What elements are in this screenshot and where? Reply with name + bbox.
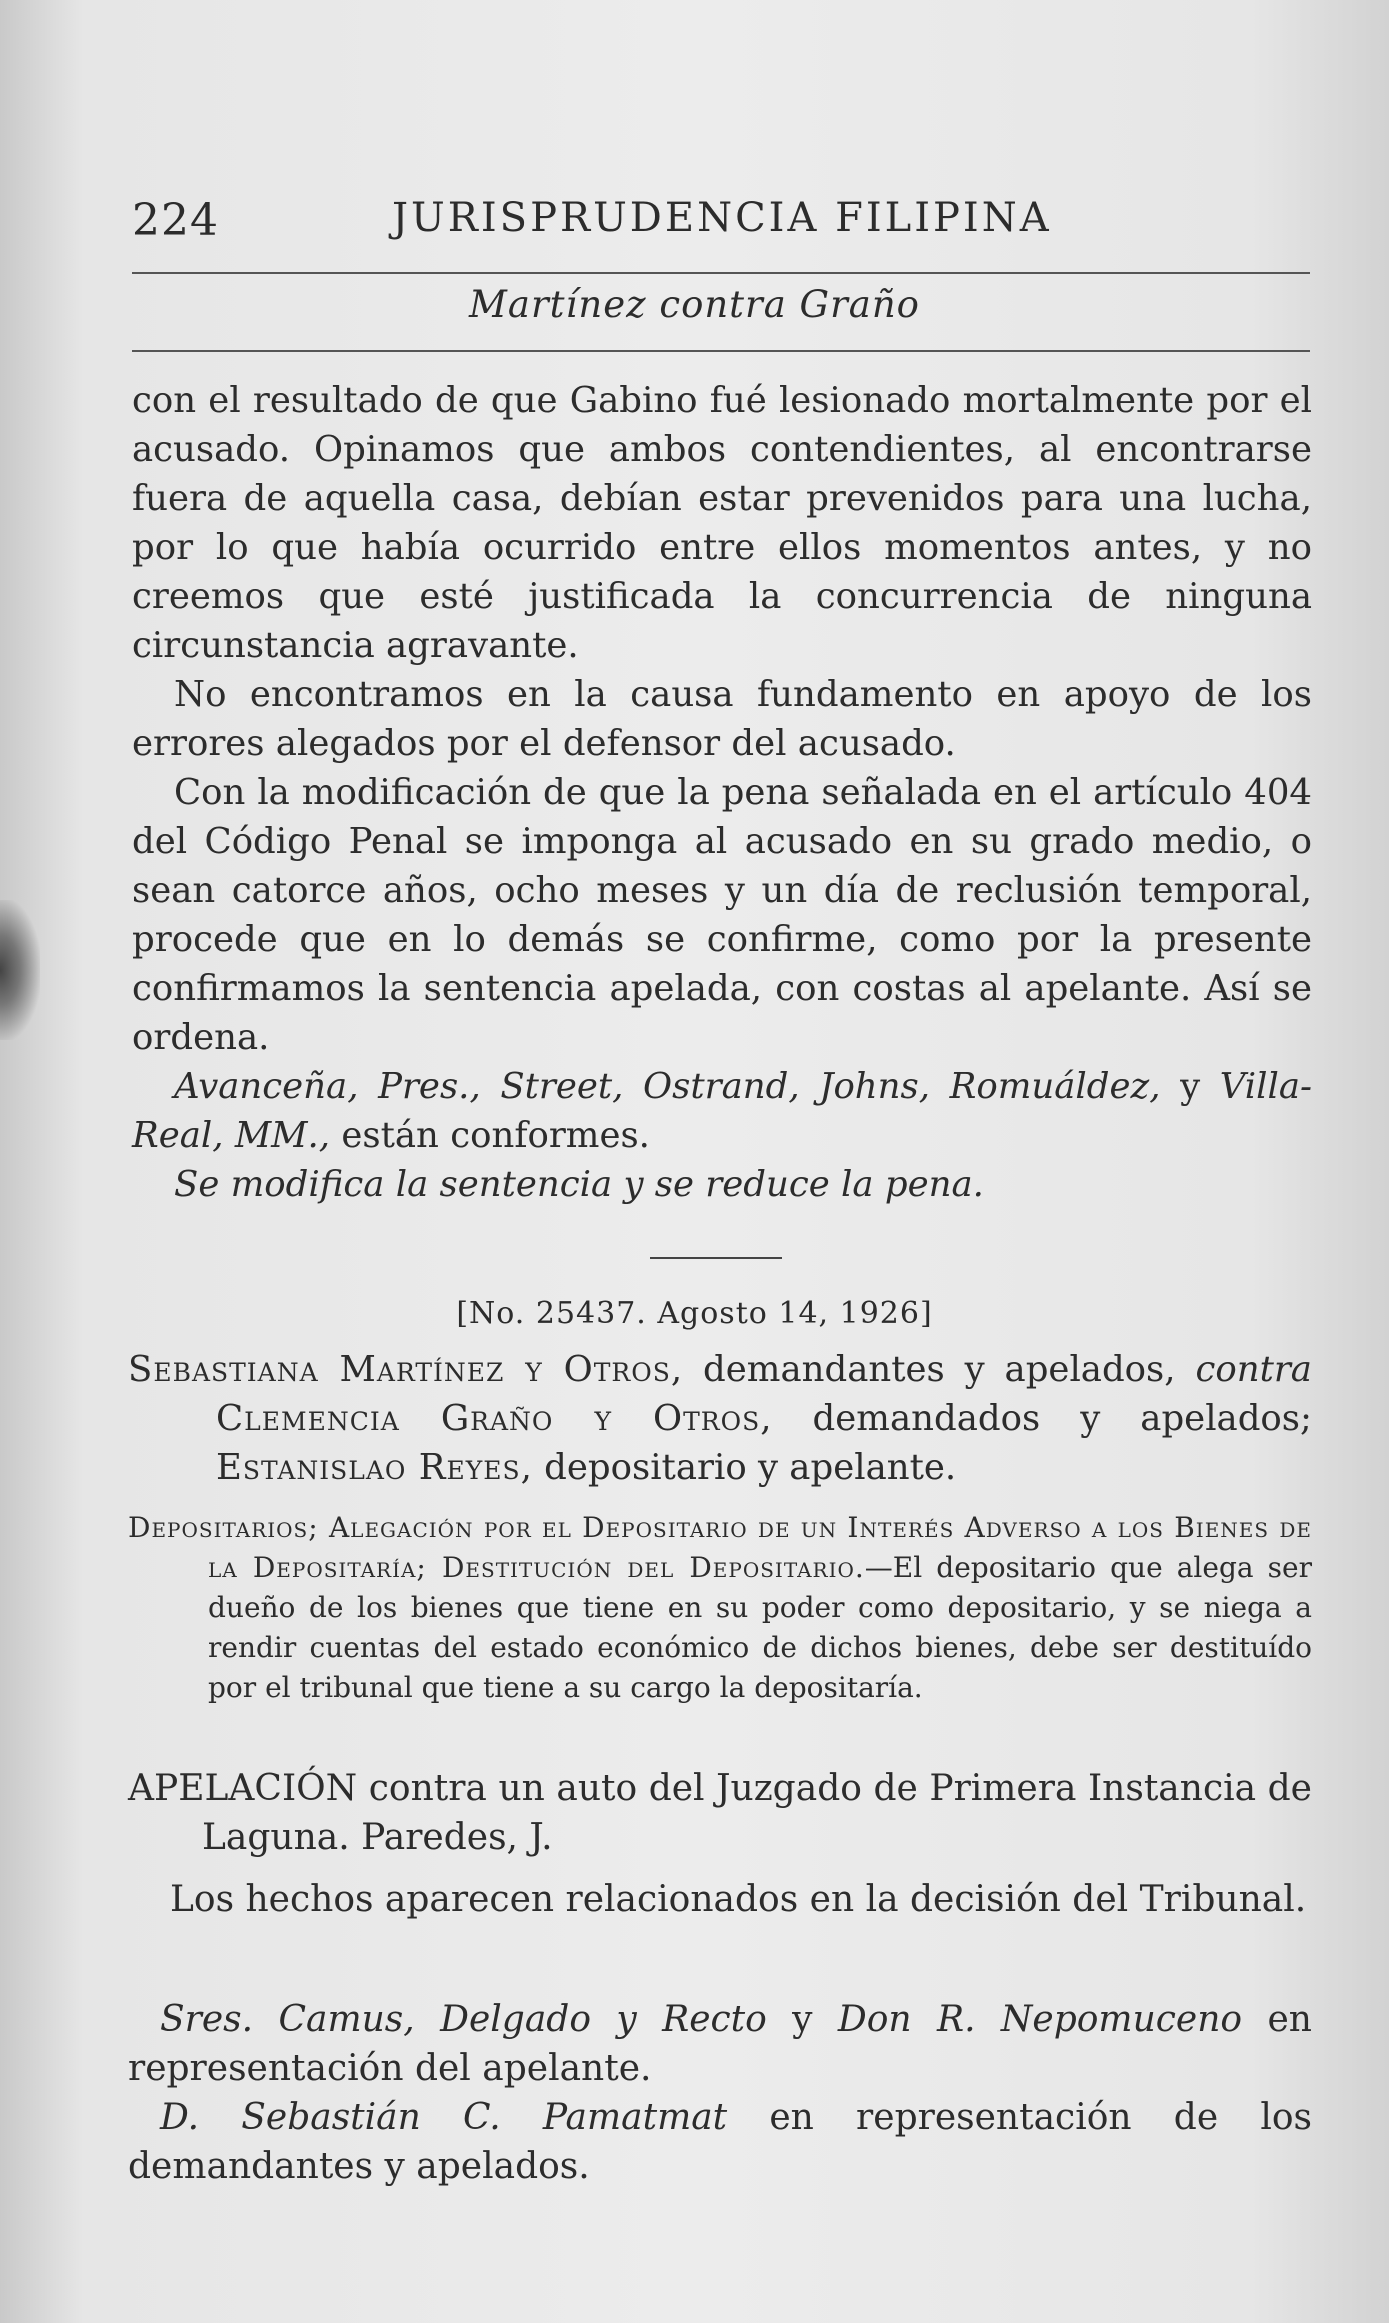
disposition bbox=[132, 1160, 1312, 1209]
running-title: JURISPRUDENCIA FILIPINA bbox=[392, 195, 1052, 241]
case-subtitle: Martínez contra Graño bbox=[469, 283, 920, 326]
appeal-lead: APELACIÓN bbox=[128, 1768, 358, 1809]
concurrence-and: y bbox=[1180, 1066, 1201, 1107]
appeal-line bbox=[128, 1764, 1312, 1862]
contra-word: contra bbox=[1195, 1349, 1312, 1390]
depositary-role: depositario y apelante. bbox=[544, 1447, 957, 1488]
subtitle-rule bbox=[132, 350, 1310, 352]
defendants-name: Clemencia Graño y Otros, bbox=[216, 1398, 773, 1439]
appeal-text: contra un auto del Juzgado de Primera Instancia de Laguna. Paredes, J. bbox=[202, 1768, 1312, 1858]
syllabus bbox=[128, 1508, 1312, 1708]
counsel-appellees bbox=[128, 2093, 1312, 2191]
facts-line: Los hechos aparecen relacionados en la decisión del Tribunal. bbox=[170, 1879, 1307, 1920]
counsel-appellant-and: y bbox=[792, 1999, 813, 2040]
counsel-appellees-names: D. Sebastián C. Pamatmat bbox=[160, 2097, 728, 2138]
case-separator bbox=[650, 1257, 782, 1259]
disposition-text: Se modifica la sentencia y se reduce la pena. bbox=[174, 1164, 984, 1205]
parties bbox=[128, 1345, 1312, 1492]
plaintiffs-role: demandantes y apelados, bbox=[703, 1349, 1176, 1390]
concurrence-names: Avanceña, Pres., Street, Ostrand, Johns, Romuáldez, bbox=[174, 1066, 1161, 1107]
paragraph-3: Con la modificación de que la pena señalada en el artículo 404 del Código Penal se imponga al acusado en su grado medio, o sean catorce años, ocho meses y un día de reclusión temporal, procede que en lo demás se confirme, como por la presente confirmamos la sentencia apelada, con costas al apelante. Así se ordena. bbox=[132, 772, 1312, 1058]
syllabus-heading: Depositarios; Alegación por el Depositario de un Interés Adverso a los Bienes de la Depositaría; Destitución del Depositario. bbox=[128, 1511, 1312, 1584]
scan-shadow bbox=[0, 900, 40, 1040]
counsel-appellant-text: en representación del apelante. bbox=[128, 1999, 1312, 2089]
header-rule bbox=[132, 272, 1310, 274]
counsel-appellant-names: Sres. Camus, Delgado y Recto bbox=[160, 1999, 767, 2040]
paragraph-1: con el resultado de que Gabino fué lesionado mortalmente por el acusado. Opinamos que ambos contendientes, al encontrarse fuera de aquella casa, debían estar prevenidos para una lucha, por lo que había ocurrido entre ellos momentos antes, y no creemos que esté justificada la concurrencia de ninguna circunstancia agravante. bbox=[132, 380, 1312, 666]
concurrence bbox=[132, 1062, 1312, 1160]
concurrence-tail: están conformes. bbox=[341, 1115, 650, 1156]
counsel-appellees-text: en representación de los demandantes y apelados. bbox=[128, 2097, 1312, 2187]
page-header bbox=[132, 195, 1312, 265]
counsel-appellant bbox=[128, 1995, 1312, 2093]
syllabus-body: —El depositario que alega ser dueño de los bienes que tiene en su poder como depositario, y se niega a rendir cuentas del estado económico de dichos bienes, debe ser destituído por el tribunal que tiene a su cargo la depositaría. bbox=[208, 1551, 1312, 1704]
plaintiffs-name: Sebastiana Martínez y Otros, bbox=[128, 1349, 684, 1390]
page-number: 224 bbox=[132, 195, 219, 246]
concurrence-names-2: Villa-Real, MM., bbox=[132, 1066, 1312, 1156]
depositary-name: Estanislao Reyes, bbox=[216, 1447, 533, 1488]
defendants-role: demandados y apelados; bbox=[812, 1398, 1312, 1439]
counsel-appellant-name2: Don R. Nepomuceno bbox=[837, 1999, 1243, 2040]
docket-line: [No. 25437. Agosto 14, 1926] bbox=[456, 1296, 933, 1331]
paragraph-2: No encontramos en la causa fundamento en apoyo de los errores alegados por el defensor del acusado. bbox=[132, 674, 1312, 764]
